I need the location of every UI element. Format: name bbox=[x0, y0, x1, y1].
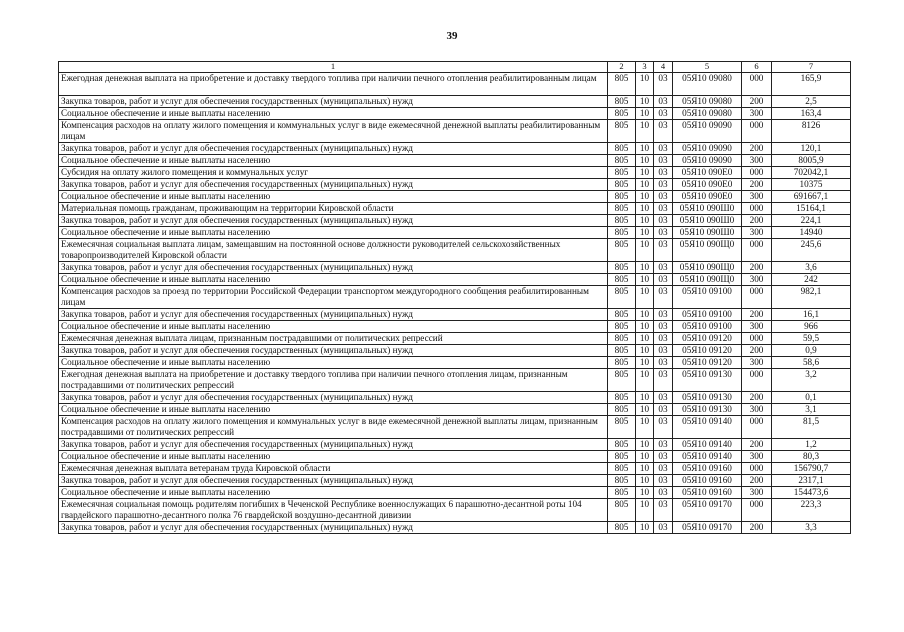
amount-cell: 1,2 bbox=[772, 439, 851, 451]
table-row bbox=[59, 499, 851, 522]
amount-cell: 2317,1 bbox=[772, 475, 851, 487]
target-article-cell: 05Я10 09130 bbox=[673, 369, 742, 392]
row-name-cell: Социальное обеспечение и иные выплаты населению bbox=[59, 191, 608, 203]
table-header-row bbox=[59, 62, 851, 73]
subsection-code-cell: 03 bbox=[654, 73, 673, 96]
target-article-cell: 05Я10 09170 bbox=[673, 522, 742, 534]
section-code-cell: 10 bbox=[636, 463, 654, 475]
amount-cell: 8126 bbox=[772, 120, 851, 143]
column-header: 3 bbox=[636, 62, 654, 73]
amount-cell: 223,3 bbox=[772, 499, 851, 522]
table-row bbox=[59, 215, 851, 227]
expense-type-cell: 300 bbox=[742, 227, 772, 239]
target-article-cell: 05Я10 09160 bbox=[673, 487, 742, 499]
amount-cell: 120,1 bbox=[772, 143, 851, 155]
row-name-cell: Социальное обеспечение и иные выплаты населению bbox=[59, 155, 608, 167]
expense-type-cell: 000 bbox=[742, 333, 772, 345]
row-name-cell: Закупка товаров, работ и услуг для обеспечения государственных (муниципальных) нужд bbox=[59, 143, 608, 155]
amount-cell: 3,3 bbox=[772, 522, 851, 534]
subsection-code-cell: 03 bbox=[654, 451, 673, 463]
table-row bbox=[59, 227, 851, 239]
subsection-code-cell: 03 bbox=[654, 179, 673, 191]
subsection-code-cell: 03 bbox=[654, 321, 673, 333]
subsection-code-cell: 03 bbox=[654, 167, 673, 179]
expense-type-cell: 300 bbox=[742, 404, 772, 416]
row-name-cell: Социальное обеспечение и иные выплаты населению bbox=[59, 404, 608, 416]
target-article-cell: 05Я10 090Е0 bbox=[673, 191, 742, 203]
row-name-cell: Ежемесячная денежная выплата лицам, признанным пострадавшими от политических репрессий bbox=[59, 333, 608, 345]
amount-cell: 80,3 bbox=[772, 451, 851, 463]
subsection-code-cell: 03 bbox=[654, 439, 673, 451]
ministry-code-cell: 805 bbox=[608, 274, 636, 286]
target-article-cell: 05Я10 090Щ0 bbox=[673, 239, 742, 262]
expense-type-cell: 300 bbox=[742, 321, 772, 333]
subsection-code-cell: 03 bbox=[654, 143, 673, 155]
subsection-code-cell: 03 bbox=[654, 333, 673, 345]
ministry-code-cell: 805 bbox=[608, 439, 636, 451]
table-row bbox=[59, 143, 851, 155]
row-name-cell: Материальная помощь гражданам, проживающим на территории Кировской области bbox=[59, 203, 608, 215]
expense-type-cell: 000 bbox=[742, 239, 772, 262]
amount-cell: 58,6 bbox=[772, 357, 851, 369]
amount-cell: 3,6 bbox=[772, 262, 851, 274]
section-code-cell: 10 bbox=[636, 439, 654, 451]
row-name-cell: Закупка товаров, работ и услуг для обеспечения государственных (муниципальных) нужд bbox=[59, 96, 608, 108]
subsection-code-cell: 03 bbox=[654, 475, 673, 487]
ministry-code-cell: 805 bbox=[608, 227, 636, 239]
target-article-cell: 05Я10 09160 bbox=[673, 463, 742, 475]
row-name-cell: Закупка товаров, работ и услуг для обеспечения государственных (муниципальных) нужд bbox=[59, 215, 608, 227]
section-code-cell: 10 bbox=[636, 191, 654, 203]
budget-table bbox=[58, 61, 851, 534]
ministry-code-cell: 805 bbox=[608, 416, 636, 439]
section-code-cell: 10 bbox=[636, 203, 654, 215]
table-row bbox=[59, 108, 851, 120]
target-article-cell: 05Я10 09120 bbox=[673, 345, 742, 357]
subsection-code-cell: 03 bbox=[654, 487, 673, 499]
ministry-code-cell: 805 bbox=[608, 463, 636, 475]
ministry-code-cell: 805 bbox=[608, 73, 636, 96]
subsection-code-cell: 03 bbox=[654, 239, 673, 262]
table-row bbox=[59, 463, 851, 475]
subsection-code-cell: 03 bbox=[654, 96, 673, 108]
amount-cell: 3,1 bbox=[772, 404, 851, 416]
ministry-code-cell: 805 bbox=[608, 191, 636, 203]
table-row bbox=[59, 475, 851, 487]
section-code-cell: 10 bbox=[636, 215, 654, 227]
ministry-code-cell: 805 bbox=[608, 321, 636, 333]
expense-type-cell: 000 bbox=[742, 73, 772, 96]
amount-cell: 224,1 bbox=[772, 215, 851, 227]
section-code-cell: 10 bbox=[636, 392, 654, 404]
ministry-code-cell: 805 bbox=[608, 203, 636, 215]
subsection-code-cell: 03 bbox=[654, 345, 673, 357]
expense-type-cell: 200 bbox=[742, 439, 772, 451]
row-name-cell: Субсидия на оплату жилого помещения и коммунальных услуг bbox=[59, 167, 608, 179]
ministry-code-cell: 805 bbox=[608, 475, 636, 487]
row-name-cell: Социальное обеспечение и иные выплаты населению bbox=[59, 274, 608, 286]
table-row bbox=[59, 404, 851, 416]
section-code-cell: 10 bbox=[636, 274, 654, 286]
section-code-cell: 10 bbox=[636, 239, 654, 262]
subsection-code-cell: 03 bbox=[654, 357, 673, 369]
row-name-cell: Социальное обеспечение и иные выплаты населению bbox=[59, 487, 608, 499]
section-code-cell: 10 bbox=[636, 120, 654, 143]
ministry-code-cell: 805 bbox=[608, 357, 636, 369]
target-article-cell: 05Я10 09080 bbox=[673, 108, 742, 120]
section-code-cell: 10 bbox=[636, 179, 654, 191]
column-header: 7 bbox=[772, 62, 851, 73]
section-code-cell: 10 bbox=[636, 309, 654, 321]
page-number: 39 bbox=[446, 30, 458, 42]
section-code-cell: 10 bbox=[636, 499, 654, 522]
row-name-cell: Социальное обеспечение и иные выплаты населению bbox=[59, 321, 608, 333]
amount-cell: 8005,9 bbox=[772, 155, 851, 167]
expense-type-cell: 000 bbox=[742, 286, 772, 309]
table-row bbox=[59, 451, 851, 463]
target-article-cell: 05Я10 090Ш0 bbox=[673, 203, 742, 215]
subsection-code-cell: 03 bbox=[654, 369, 673, 392]
row-name-cell: Ежемесячная денежная выплата ветеранам труда Кировской области bbox=[59, 463, 608, 475]
amount-cell: 0,1 bbox=[772, 392, 851, 404]
target-article-cell: 05Я10 09140 bbox=[673, 451, 742, 463]
expense-type-cell: 200 bbox=[742, 522, 772, 534]
amount-cell: 245,6 bbox=[772, 239, 851, 262]
section-code-cell: 10 bbox=[636, 143, 654, 155]
subsection-code-cell: 03 bbox=[654, 120, 673, 143]
row-name-cell: Ежемесячная социальная помощь родителям погибших в Чеченской Республике военнослужащих 6 парашютно-десантной роты 104 гвардейского парашютно-десантного полка 76 гвардейской воздушно-десантной дивизии bbox=[59, 499, 608, 522]
section-code-cell: 10 bbox=[636, 262, 654, 274]
table-row bbox=[59, 487, 851, 499]
table-row bbox=[59, 73, 851, 96]
table-row bbox=[59, 155, 851, 167]
ministry-code-cell: 805 bbox=[608, 96, 636, 108]
table-row bbox=[59, 369, 851, 392]
ministry-code-cell: 805 bbox=[608, 120, 636, 143]
amount-cell: 163,4 bbox=[772, 108, 851, 120]
amount-cell: 16,1 bbox=[772, 309, 851, 321]
section-code-cell: 10 bbox=[636, 333, 654, 345]
section-code-cell: 10 bbox=[636, 96, 654, 108]
row-name-cell: Социальное обеспечение и иные выплаты населению bbox=[59, 108, 608, 120]
expense-type-cell: 200 bbox=[742, 215, 772, 227]
ministry-code-cell: 805 bbox=[608, 499, 636, 522]
ministry-code-cell: 805 bbox=[608, 179, 636, 191]
section-code-cell: 10 bbox=[636, 155, 654, 167]
target-article-cell: 05Я10 09100 bbox=[673, 309, 742, 321]
row-name-cell: Компенсация расходов на оплату жилого помещения и коммунальных услуг в виде ежемесячной денежной выплаты реабилитированным лицам bbox=[59, 120, 608, 143]
table-row bbox=[59, 416, 851, 439]
ministry-code-cell: 805 bbox=[608, 392, 636, 404]
ministry-code-cell: 805 bbox=[608, 522, 636, 534]
amount-cell: 81,5 bbox=[772, 416, 851, 439]
target-article-cell: 05Я10 09080 bbox=[673, 96, 742, 108]
row-name-cell: Компенсация расходов за проезд по территории Российской Федерации транспортом междугородного сообщения реабилитированным лицам bbox=[59, 286, 608, 309]
ministry-code-cell: 805 bbox=[608, 487, 636, 499]
section-code-cell: 10 bbox=[636, 227, 654, 239]
row-name-cell: Социальное обеспечение и иные выплаты населению bbox=[59, 451, 608, 463]
ministry-code-cell: 805 bbox=[608, 404, 636, 416]
row-name-cell: Социальное обеспечение и иные выплаты населению bbox=[59, 357, 608, 369]
column-header: 5 bbox=[673, 62, 742, 73]
table-row bbox=[59, 522, 851, 534]
row-name-cell: Закупка товаров, работ и услуг для обеспечения государственных (муниципальных) нужд bbox=[59, 522, 608, 534]
amount-cell: 702042,1 bbox=[772, 167, 851, 179]
table-row bbox=[59, 392, 851, 404]
expense-type-cell: 300 bbox=[742, 155, 772, 167]
row-name-cell: Закупка товаров, работ и услуг для обеспечения государственных (муниципальных) нужд bbox=[59, 262, 608, 274]
row-name-cell: Закупка товаров, работ и услуг для обеспечения государственных (муниципальных) нужд bbox=[59, 475, 608, 487]
row-name-cell: Социальное обеспечение и иные выплаты населению bbox=[59, 227, 608, 239]
target-article-cell: 05Я10 09090 bbox=[673, 155, 742, 167]
subsection-code-cell: 03 bbox=[654, 416, 673, 439]
amount-cell: 165,9 bbox=[772, 73, 851, 96]
amount-cell: 10375 bbox=[772, 179, 851, 191]
expense-type-cell: 300 bbox=[742, 274, 772, 286]
target-article-cell: 05Я10 090Ш0 bbox=[673, 227, 742, 239]
row-name-cell: Закупка товаров, работ и услуг для обеспечения государственных (муниципальных) нужд bbox=[59, 439, 608, 451]
section-code-cell: 10 bbox=[636, 345, 654, 357]
section-code-cell: 10 bbox=[636, 108, 654, 120]
subsection-code-cell: 03 bbox=[654, 227, 673, 239]
table-row bbox=[59, 286, 851, 309]
section-code-cell: 10 bbox=[636, 487, 654, 499]
amount-cell: 14940 bbox=[772, 227, 851, 239]
target-article-cell: 05Я10 090Е0 bbox=[673, 179, 742, 191]
table-row bbox=[59, 357, 851, 369]
target-article-cell: 05Я10 090Е0 bbox=[673, 167, 742, 179]
amount-cell: 966 bbox=[772, 321, 851, 333]
ministry-code-cell: 805 bbox=[608, 239, 636, 262]
expense-type-cell: 200 bbox=[742, 475, 772, 487]
subsection-code-cell: 03 bbox=[654, 155, 673, 167]
amount-cell: 3,2 bbox=[772, 369, 851, 392]
expense-type-cell: 200 bbox=[742, 345, 772, 357]
table-row bbox=[59, 239, 851, 262]
expense-type-cell: 000 bbox=[742, 499, 772, 522]
subsection-code-cell: 03 bbox=[654, 499, 673, 522]
table-row bbox=[59, 439, 851, 451]
table-row bbox=[59, 179, 851, 191]
target-article-cell: 05Я10 09090 bbox=[673, 143, 742, 155]
subsection-code-cell: 03 bbox=[654, 522, 673, 534]
expense-type-cell: 000 bbox=[742, 416, 772, 439]
expense-type-cell: 300 bbox=[742, 487, 772, 499]
section-code-cell: 10 bbox=[636, 357, 654, 369]
row-name-cell: Закупка товаров, работ и услуг для обеспечения государственных (муниципальных) нужд bbox=[59, 309, 608, 321]
expense-type-cell: 000 bbox=[742, 369, 772, 392]
ministry-code-cell: 805 bbox=[608, 309, 636, 321]
table-row bbox=[59, 167, 851, 179]
ministry-code-cell: 805 bbox=[608, 108, 636, 120]
amount-cell: 154473,6 bbox=[772, 487, 851, 499]
row-name-cell: Ежемесячная социальная выплата лицам, замещавшим на постоянной основе должности руководителей сельскохозяйственных товаропроизводителей Кировской области bbox=[59, 239, 608, 262]
subsection-code-cell: 03 bbox=[654, 262, 673, 274]
expense-type-cell: 000 bbox=[742, 167, 772, 179]
table-row bbox=[59, 345, 851, 357]
column-header: 6 bbox=[742, 62, 772, 73]
subsection-code-cell: 03 bbox=[654, 215, 673, 227]
section-code-cell: 10 bbox=[636, 475, 654, 487]
table-row bbox=[59, 191, 851, 203]
expense-type-cell: 000 bbox=[742, 120, 772, 143]
ministry-code-cell: 805 bbox=[608, 451, 636, 463]
section-code-cell: 10 bbox=[636, 73, 654, 96]
amount-cell: 59,5 bbox=[772, 333, 851, 345]
amount-cell: 691667,1 bbox=[772, 191, 851, 203]
target-article-cell: 05Я10 09090 bbox=[673, 120, 742, 143]
expense-type-cell: 200 bbox=[742, 392, 772, 404]
target-article-cell: 05Я10 09140 bbox=[673, 439, 742, 451]
section-code-cell: 10 bbox=[636, 451, 654, 463]
section-code-cell: 10 bbox=[636, 369, 654, 392]
table-row bbox=[59, 321, 851, 333]
ministry-code-cell: 805 bbox=[608, 167, 636, 179]
subsection-code-cell: 03 bbox=[654, 392, 673, 404]
section-code-cell: 10 bbox=[636, 404, 654, 416]
expense-type-cell: 200 bbox=[742, 309, 772, 321]
table-row bbox=[59, 96, 851, 108]
amount-cell: 156790,7 bbox=[772, 463, 851, 475]
subsection-code-cell: 03 bbox=[654, 463, 673, 475]
amount-cell: 2,5 bbox=[772, 96, 851, 108]
subsection-code-cell: 03 bbox=[654, 309, 673, 321]
column-header: 2 bbox=[608, 62, 636, 73]
expense-type-cell: 300 bbox=[742, 108, 772, 120]
expense-type-cell: 000 bbox=[742, 463, 772, 475]
target-article-cell: 05Я10 09140 bbox=[673, 416, 742, 439]
table-row bbox=[59, 203, 851, 215]
section-code-cell: 10 bbox=[636, 416, 654, 439]
target-article-cell: 05Я10 090Щ0 bbox=[673, 274, 742, 286]
target-article-cell: 05Я10 09100 bbox=[673, 321, 742, 333]
target-article-cell: 05Я10 09120 bbox=[673, 333, 742, 345]
subsection-code-cell: 03 bbox=[654, 191, 673, 203]
subsection-code-cell: 03 bbox=[654, 203, 673, 215]
expense-type-cell: 300 bbox=[742, 191, 772, 203]
table-row bbox=[59, 120, 851, 143]
section-code-cell: 10 bbox=[636, 167, 654, 179]
row-name-cell: Закупка товаров, работ и услуг для обеспечения государственных (муниципальных) нужд bbox=[59, 179, 608, 191]
target-article-cell: 05Я10 09120 bbox=[673, 357, 742, 369]
ministry-code-cell: 805 bbox=[608, 333, 636, 345]
target-article-cell: 05Я10 09130 bbox=[673, 392, 742, 404]
target-article-cell: 05Я10 090Ш0 bbox=[673, 215, 742, 227]
amount-cell: 15164,1 bbox=[772, 203, 851, 215]
table-row bbox=[59, 262, 851, 274]
table-row bbox=[59, 309, 851, 321]
subsection-code-cell: 03 bbox=[654, 108, 673, 120]
ministry-code-cell: 805 bbox=[608, 155, 636, 167]
column-header: 1 bbox=[59, 62, 608, 73]
column-header: 4 bbox=[654, 62, 673, 73]
row-name-cell: Ежегодная денежная выплата на приобретение и доставку твердого топлива при наличии печного отопления лицам, признанным пострадавшими от политических репрессий bbox=[59, 369, 608, 392]
section-code-cell: 10 bbox=[636, 321, 654, 333]
subsection-code-cell: 03 bbox=[654, 404, 673, 416]
table-row bbox=[59, 274, 851, 286]
target-article-cell: 05Я10 09100 bbox=[673, 286, 742, 309]
ministry-code-cell: 805 bbox=[608, 143, 636, 155]
table-row bbox=[59, 333, 851, 345]
amount-cell: 0,9 bbox=[772, 345, 851, 357]
subsection-code-cell: 03 bbox=[654, 286, 673, 309]
ministry-code-cell: 805 bbox=[608, 286, 636, 309]
row-name-cell: Закупка товаров, работ и услуг для обеспечения государственных (муниципальных) нужд bbox=[59, 345, 608, 357]
section-code-cell: 10 bbox=[636, 522, 654, 534]
expense-type-cell: 000 bbox=[742, 203, 772, 215]
expense-type-cell: 200 bbox=[742, 262, 772, 274]
target-article-cell: 05Я10 09080 bbox=[673, 73, 742, 96]
ministry-code-cell: 805 bbox=[608, 345, 636, 357]
amount-cell: 982,1 bbox=[772, 286, 851, 309]
target-article-cell: 05Я10 090Щ0 bbox=[673, 262, 742, 274]
target-article-cell: 05Я10 09130 bbox=[673, 404, 742, 416]
target-article-cell: 05Я10 09170 bbox=[673, 499, 742, 522]
expense-type-cell: 200 bbox=[742, 96, 772, 108]
row-name-cell: Компенсация расходов на оплату жилого помещения и коммунальных услуг в виде ежемесячной денежной выплаты лицам, признанным пострадавшими от политических репрессий bbox=[59, 416, 608, 439]
section-code-cell: 10 bbox=[636, 286, 654, 309]
target-article-cell: 05Я10 09160 bbox=[673, 475, 742, 487]
ministry-code-cell: 805 bbox=[608, 369, 636, 392]
subsection-code-cell: 03 bbox=[654, 274, 673, 286]
expense-type-cell: 300 bbox=[742, 357, 772, 369]
expense-type-cell: 300 bbox=[742, 451, 772, 463]
expense-type-cell: 200 bbox=[742, 143, 772, 155]
expense-type-cell: 200 bbox=[742, 179, 772, 191]
row-name-cell: Закупка товаров, работ и услуг для обеспечения государственных (муниципальных) нужд bbox=[59, 392, 608, 404]
ministry-code-cell: 805 bbox=[608, 262, 636, 274]
amount-cell: 242 bbox=[772, 274, 851, 286]
ministry-code-cell: 805 bbox=[608, 215, 636, 227]
row-name-cell: Ежегодная денежная выплата на приобретение и доставку твердого топлива при наличии печного отопления реабилитированным лицам bbox=[59, 73, 608, 96]
